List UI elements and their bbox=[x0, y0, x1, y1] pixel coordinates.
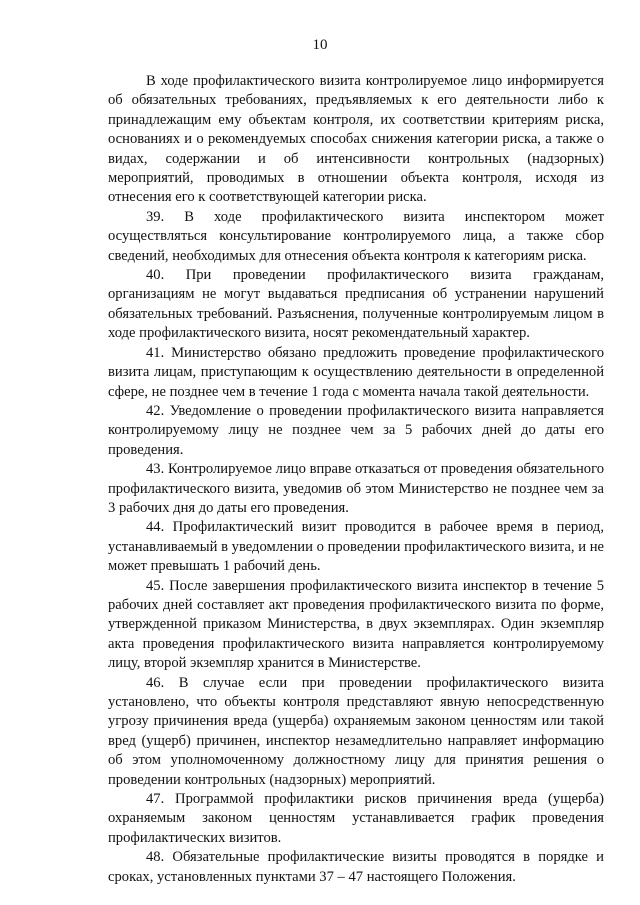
paragraph-intro: В ходе профилактического визита контролируемое лицо информируется об обязательных требованиях, предъявляемых к его деятельности либо к принадлежащим ему объектам контроля, их соответствии критериям риска, основаниях и о рекомендуемых способах снижения категории риска, а также о видах, содержании и об интенсивности контрольных (надзорных) мероприятий, проводимых в отношении объекта контроля, исходя из отнесения его к соответствующей категории риска. bbox=[108, 73, 604, 206]
paragraph-46: 46. В случае если при проведении профилактического визита установлено, что объекты контроля представляют явную непосредственную угрозу причинения вреда (ущерба) охраняемым законом ценностям или такой вред (ущерб) причинен, инспектор незамедлительно направляет информацию об этом уполномоченному должностному лицу для принятия решения о проведении контрольных (надзорных) мероприятий. bbox=[108, 674, 604, 788]
paragraph-40: 40. При проведении профилактического визита гражданам, организациям не могут выдаваться предписания об устранении нарушений обязательных требований. Разъяснения, полученные контролируемым лицом в ходе профилактического визита, носят рекомендательный характер. bbox=[108, 267, 604, 342]
paragraph-39: 39. В ходе профилактического визита инспектором может осуществляться консультирование контролируемого лица, а также сбор сведений, необходимых для отнесения объекта контроля к категориям риска. bbox=[108, 208, 604, 264]
paragraph-42: 42. Уведомление о проведении профилактического визита направляется контролируемому лицу не позднее чем за 5 рабочих дней до даты его проведения. bbox=[108, 402, 604, 458]
paragraph-47: 47. Программой профилактики рисков причинения вреда (ущерба) охраняемым законом ценностям устанавливается график проведения профилактических визитов. bbox=[108, 791, 604, 846]
paragraph-48: 48. Обязательные профилактические визиты проводятся в порядке и сроках, установленных пунктами 37 – 47 настоящего Положения. bbox=[108, 849, 604, 885]
paragraph-45: 45. После завершения профилактического визита инспектор в течение 5 рабочих дней составляет акт проведения профилактического визита по форме, утвержденной приказом Министерства, в двух экземплярах. Один экземпляр акта проведения профилактического визита направляется контролируемому лицу, второй экземпляр хранится в Министерстве. bbox=[108, 577, 604, 672]
paragraph-41: 41. Министерство обязано предложить проведение профилактического визита лицам, приступающим к осуществлению деятельности в определенной сфере, не позднее чем в течение 1 года с момента начала такой деятельности. bbox=[108, 344, 604, 400]
paragraph-43: 43. Контролируемое лицо вправе отказаться от проведения обязательного профилактического визита, уведомив об этом Министерство не позднее чем за 3 рабочих дня до даты его проведения. bbox=[108, 461, 604, 516]
document-body bbox=[108, 72, 604, 887]
paragraph-44: 44. Профилактический визит проводится в рабочее время в период, устанавливаемый в уведомлении о проведении профилактического визита, и не может превышать 1 рабочий день. bbox=[108, 519, 604, 575]
page-number: 10 bbox=[312, 37, 328, 53]
